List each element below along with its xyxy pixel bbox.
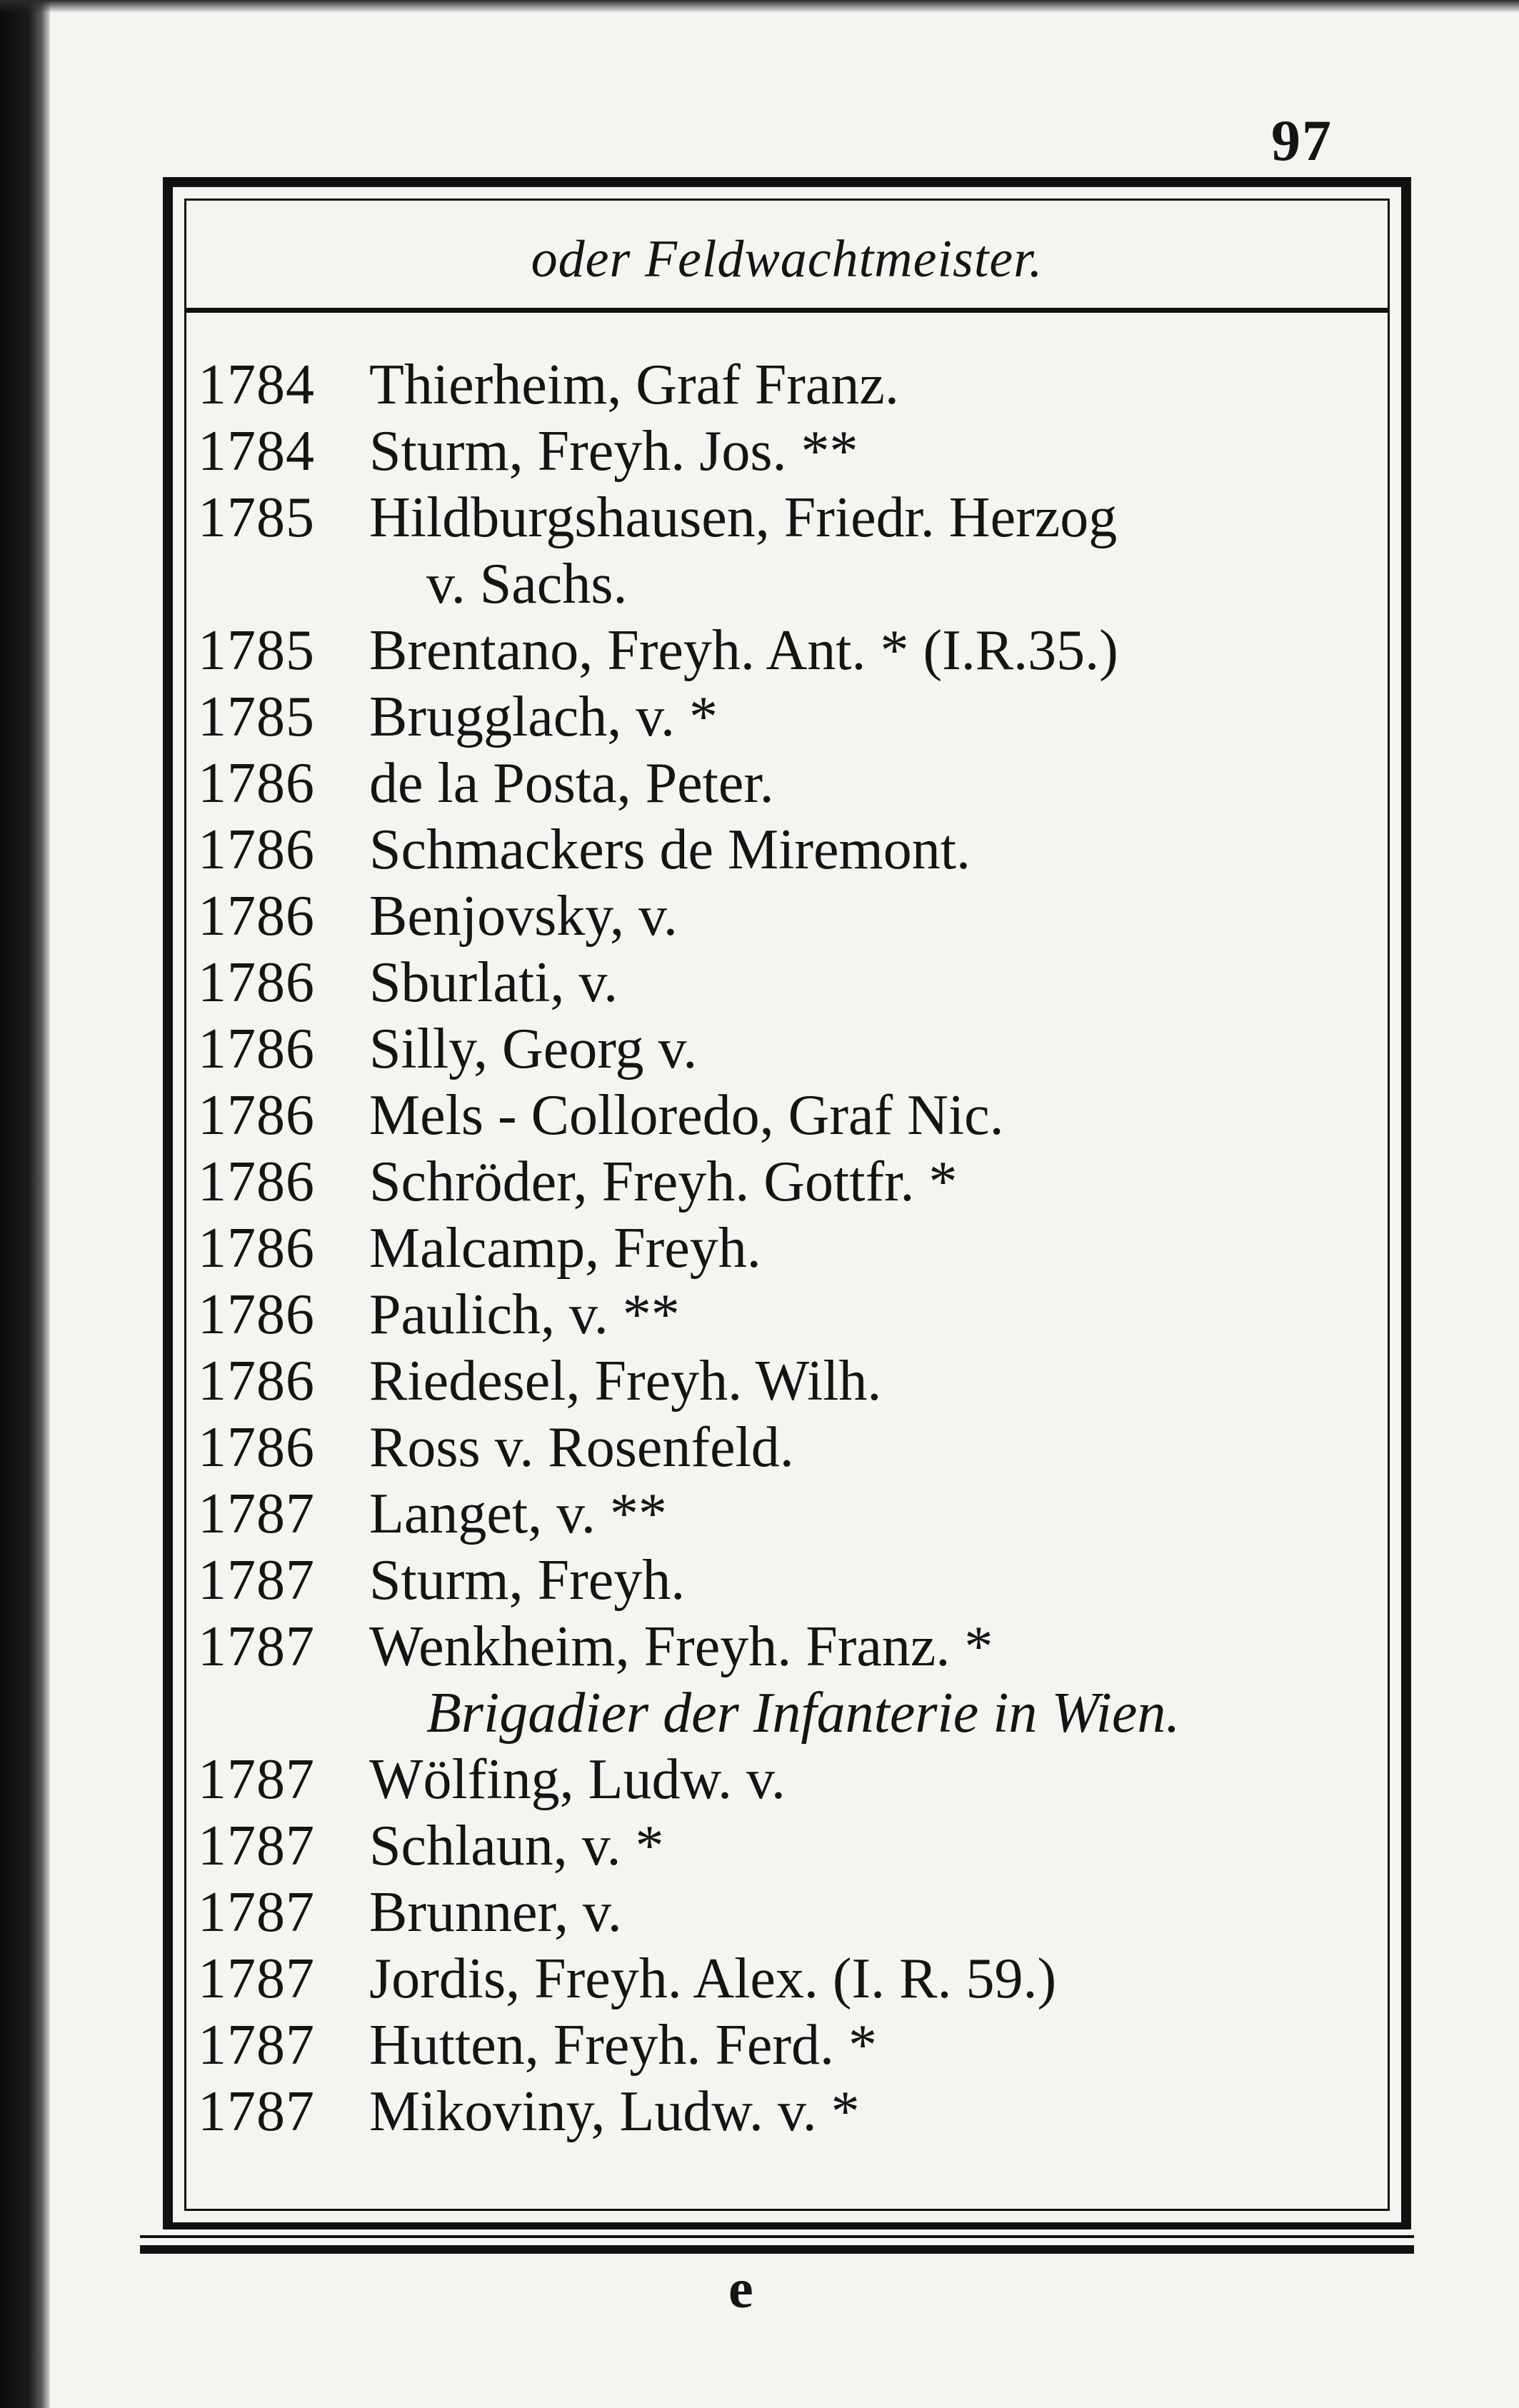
list-item-continuation xyxy=(198,551,1405,618)
list-item xyxy=(198,2012,1405,2079)
entry-year: 1785 xyxy=(198,686,315,748)
entry-name: Malcamp, Freyh. xyxy=(369,1217,761,1280)
list-item xyxy=(198,883,1405,950)
entry-continuation: Brigadier der Infanterie in Wien. xyxy=(426,1682,1180,1745)
entry-name: Brunner, v. xyxy=(369,1881,622,1944)
entry-name: Hutten, Freyh. Ferd. * xyxy=(369,2014,878,2077)
entry-name: Hildburgshausen, Friedr. Herzog xyxy=(369,486,1118,549)
entry-year: 1786 xyxy=(198,1084,315,1147)
entry-name: Wölfing, Ludw. v. xyxy=(369,1748,786,1811)
entry-year: 1786 xyxy=(198,1018,315,1080)
list-item xyxy=(198,1282,1405,1348)
entry-year: 1786 xyxy=(198,1217,315,1280)
entry-name: Schröder, Freyh. Gottfr. * xyxy=(369,1150,958,1213)
entry-year: 1784 xyxy=(198,353,315,416)
entry-name: Sburlati, v. xyxy=(369,951,618,1014)
list-item xyxy=(198,1016,1405,1083)
entry-year: 1784 xyxy=(198,420,315,483)
list-item xyxy=(198,1348,1405,1415)
entry-name: Brentano, Freyh. Ant. * (I.R.35.) xyxy=(369,619,1118,682)
entry-year: 1787 xyxy=(198,1881,315,1944)
entry-year: 1786 xyxy=(198,1150,315,1213)
list-item xyxy=(198,1614,1405,1680)
list-item xyxy=(198,817,1405,883)
entry-year: 1787 xyxy=(198,1549,315,1612)
entry-list xyxy=(198,352,1405,2145)
list-item xyxy=(198,1547,1405,1614)
page-header-title: oder Feldwachtmeister. xyxy=(531,230,1043,289)
entry-continuation: v. Sachs. xyxy=(426,553,628,616)
list-item xyxy=(198,1813,1405,1880)
entry-year: 1786 xyxy=(198,752,315,815)
entry-name: Schmackers de Miremont. xyxy=(369,818,971,881)
list-item xyxy=(198,618,1405,684)
entry-year: 1786 xyxy=(198,885,315,948)
entry-year: 1785 xyxy=(198,486,315,549)
list-item-continuation xyxy=(198,1680,1405,1747)
list-item xyxy=(198,950,1405,1016)
entry-year: 1787 xyxy=(198,2014,315,2077)
list-item xyxy=(198,2079,1405,2145)
entry-year: 1787 xyxy=(198,1748,315,1811)
header-rule xyxy=(186,308,1388,313)
inner-frame-rule xyxy=(184,199,1390,2211)
entry-name: Langet, v. ** xyxy=(369,1483,667,1545)
entry-name: Sturm, Freyh. xyxy=(369,1549,686,1612)
entry-year: 1786 xyxy=(198,818,315,881)
top-edge-shadow xyxy=(0,0,1519,13)
entry-year: 1787 xyxy=(198,1815,315,1877)
entry-name: Sturm, Freyh. Jos. ** xyxy=(369,420,858,483)
entry-name: Riedesel, Freyh. Wilh. xyxy=(369,1350,882,1413)
entry-name: Mikoviny, Ludw. v. * xyxy=(369,2080,860,2143)
entry-year: 1786 xyxy=(198,1283,315,1346)
entry-name: Ross v. Rosenfeld. xyxy=(369,1416,794,1479)
list-item xyxy=(198,1149,1405,1215)
entry-name: Jordis, Freyh. Alex. (I. R. 59.) xyxy=(369,1947,1057,2010)
list-item xyxy=(198,1083,1405,1149)
page-frame xyxy=(163,177,1411,2229)
list-item xyxy=(198,1481,1405,1547)
entry-year: 1787 xyxy=(198,1615,315,1678)
list-item xyxy=(198,1880,1405,1946)
list-item xyxy=(198,1415,1405,1481)
list-item xyxy=(198,352,1405,418)
entry-name: Schlaun, v. * xyxy=(369,1815,664,1877)
entry-year: 1786 xyxy=(198,951,315,1014)
entry-year: 1787 xyxy=(198,1947,315,2010)
entry-name: Mels - Colloredo, Graf Nic. xyxy=(369,1084,1004,1147)
entry-name: Wenkheim, Freyh. Franz. * xyxy=(369,1615,993,1678)
page-number: 97 xyxy=(1271,108,1333,173)
entry-name: Thierheim, Graf Franz. xyxy=(369,353,899,416)
entry-name: Brugglach, v. * xyxy=(369,686,718,748)
entry-name: Paulich, v. ** xyxy=(369,1283,680,1346)
book-spine-shadow xyxy=(0,0,50,2408)
entry-year: 1787 xyxy=(198,2080,315,2143)
entry-name: de la Posta, Peter. xyxy=(369,752,774,815)
list-item xyxy=(198,1946,1405,2012)
entry-year: 1786 xyxy=(198,1416,315,1479)
list-item xyxy=(198,1215,1405,1282)
list-item xyxy=(198,485,1405,551)
entry-name: Benjovsky, v. xyxy=(369,885,678,948)
list-item xyxy=(198,418,1405,485)
signature-mark: e xyxy=(728,2257,753,2319)
entry-year: 1787 xyxy=(198,1483,315,1545)
entry-year: 1785 xyxy=(198,619,315,682)
list-item xyxy=(198,1747,1405,1813)
list-item xyxy=(198,684,1405,751)
entry-name: Silly, Georg v. xyxy=(369,1018,698,1080)
list-item xyxy=(198,751,1405,817)
bottom-double-rule xyxy=(140,2235,1414,2254)
entry-year: 1786 xyxy=(198,1350,315,1413)
